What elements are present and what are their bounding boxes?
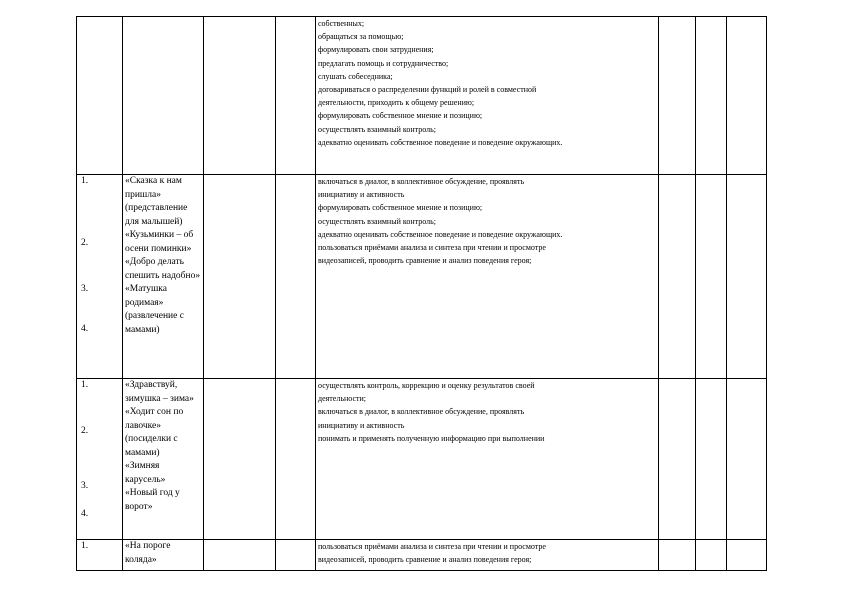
skills-line: пользоваться приёмами анализа и синтеза при чтении и просмотре [318, 542, 546, 551]
skills-line: пользоваться приёмами анализа и синтеза при чтении и просмотре [318, 243, 546, 253]
topic-cell [123, 540, 204, 571]
item-number: 1. [81, 380, 89, 390]
skills-line: деятельности; [318, 394, 367, 404]
item-number: 4. [81, 324, 89, 334]
table-row [77, 379, 767, 540]
empty-cell [727, 175, 767, 379]
topic-cell [123, 17, 204, 175]
topic-item: «Здравствуй, зимушка – зима» [125, 380, 194, 404]
empty-cell [659, 379, 696, 540]
empty-cell [727, 540, 767, 571]
empty-cell [204, 17, 276, 175]
skills-line: формулировать собственное мнение и позицию; [318, 203, 483, 213]
empty-cell [659, 540, 696, 571]
topic-list [125, 175, 201, 337]
item-number: 3. [81, 284, 89, 294]
item-number: 2. [81, 238, 89, 248]
topic-cell [123, 175, 204, 379]
empty-cell [276, 175, 316, 379]
skills-line: понимать и применять полученную информацию при выполнении [318, 433, 545, 443]
number-list [79, 540, 120, 553]
empty-cell [727, 17, 767, 175]
skills-line: обращаться за помощью; [318, 32, 404, 42]
item-number: 4. [81, 509, 89, 519]
empty-cell [276, 540, 316, 571]
number-list [79, 175, 120, 336]
skills-line: собственных; [318, 19, 365, 28]
empty-cell [696, 540, 727, 571]
skills-line: осуществлять взаимный контроль; [318, 124, 436, 134]
table-row [77, 175, 767, 379]
skills-line: видеозаписей, проводить сравнение и анализ поведения героя; [318, 256, 532, 266]
skills-line: формулировать свои затруднения; [318, 45, 434, 55]
skills-line: осуществлять взаимный контроль; [318, 216, 436, 226]
skills-line: деятельности, приходить к общему решению; [318, 98, 475, 108]
skills-line: предлагать помощь и сотрудничество; [318, 58, 449, 68]
number-cell [77, 379, 123, 540]
empty-cell [204, 175, 276, 379]
topic-list [125, 540, 201, 567]
skills-line: слушать собеседника; [318, 71, 393, 81]
empty-cell [659, 17, 696, 175]
empty-cell [727, 379, 767, 540]
skills-line: инициативу и активность [318, 190, 405, 200]
empty-cell [204, 379, 276, 540]
skills-list [318, 17, 656, 149]
empty-cell [696, 17, 727, 175]
item-number: 2. [81, 426, 89, 436]
empty-cell [696, 175, 727, 379]
topic-item: «Ходит сон по лавочке» (посиделки с мамами) [125, 407, 184, 458]
skills-cell [316, 379, 659, 540]
skills-line: договариваться о распределении функций и ролей в совместной [318, 85, 537, 95]
skills-line: осуществлять контроль, коррекцию и оценку результатов своей [318, 381, 535, 390]
topic-cell [123, 379, 204, 540]
topic-item: «Сказка к нам пришла» (представление для малышей) [125, 176, 188, 227]
skills-line: видеозаписей, проводить сравнение и анализ поведения героя; [318, 555, 532, 565]
topic-item: «Новый год у ворот» [125, 488, 180, 512]
topic-item: «Зимняя карусель» [125, 461, 166, 485]
topic-item: «На пороге коляда» [125, 541, 171, 565]
skills-list [318, 379, 656, 445]
table-row [77, 540, 767, 571]
number-cell [77, 540, 123, 571]
skills-line: инициативу и активность [318, 420, 405, 430]
item-number: 1. [81, 176, 89, 186]
skills-list [318, 540, 656, 566]
skills-line: включаться в диалог, в коллективное обсуждение, проявлять [318, 407, 525, 417]
topic-list [125, 379, 201, 514]
topic-item: «Кузьминки – об осени поминки» [125, 230, 194, 254]
item-number: 3. [81, 481, 89, 491]
empty-cell [276, 379, 316, 540]
skills-line: адекватно оценивать собственное поведение и поведение окружающих. [318, 229, 563, 239]
empty-cell [659, 175, 696, 379]
empty-cell [204, 540, 276, 571]
number-list [79, 379, 120, 521]
skills-list [318, 175, 656, 267]
table-row [77, 17, 767, 175]
empty-cell [276, 17, 316, 175]
topic-item: «Добро делать спешить надобно» [125, 257, 201, 281]
lesson-plan-table [76, 16, 767, 571]
item-number: 1. [81, 541, 89, 551]
skills-cell [316, 17, 659, 175]
skills-cell [316, 540, 659, 571]
skills-line: включаться в диалог, в коллективное обсуждение, проявлять [318, 177, 525, 186]
skills-line: адекватно оценивать собственное поведение и поведение окружающих. [318, 137, 563, 147]
skills-line: формулировать собственное мнение и позицию; [318, 111, 483, 121]
empty-cell [696, 379, 727, 540]
topic-item: «Матушка родимая» (развлечение с мамами) [125, 284, 184, 335]
number-cell [77, 17, 123, 175]
number-cell [77, 175, 123, 379]
skills-cell [316, 175, 659, 379]
